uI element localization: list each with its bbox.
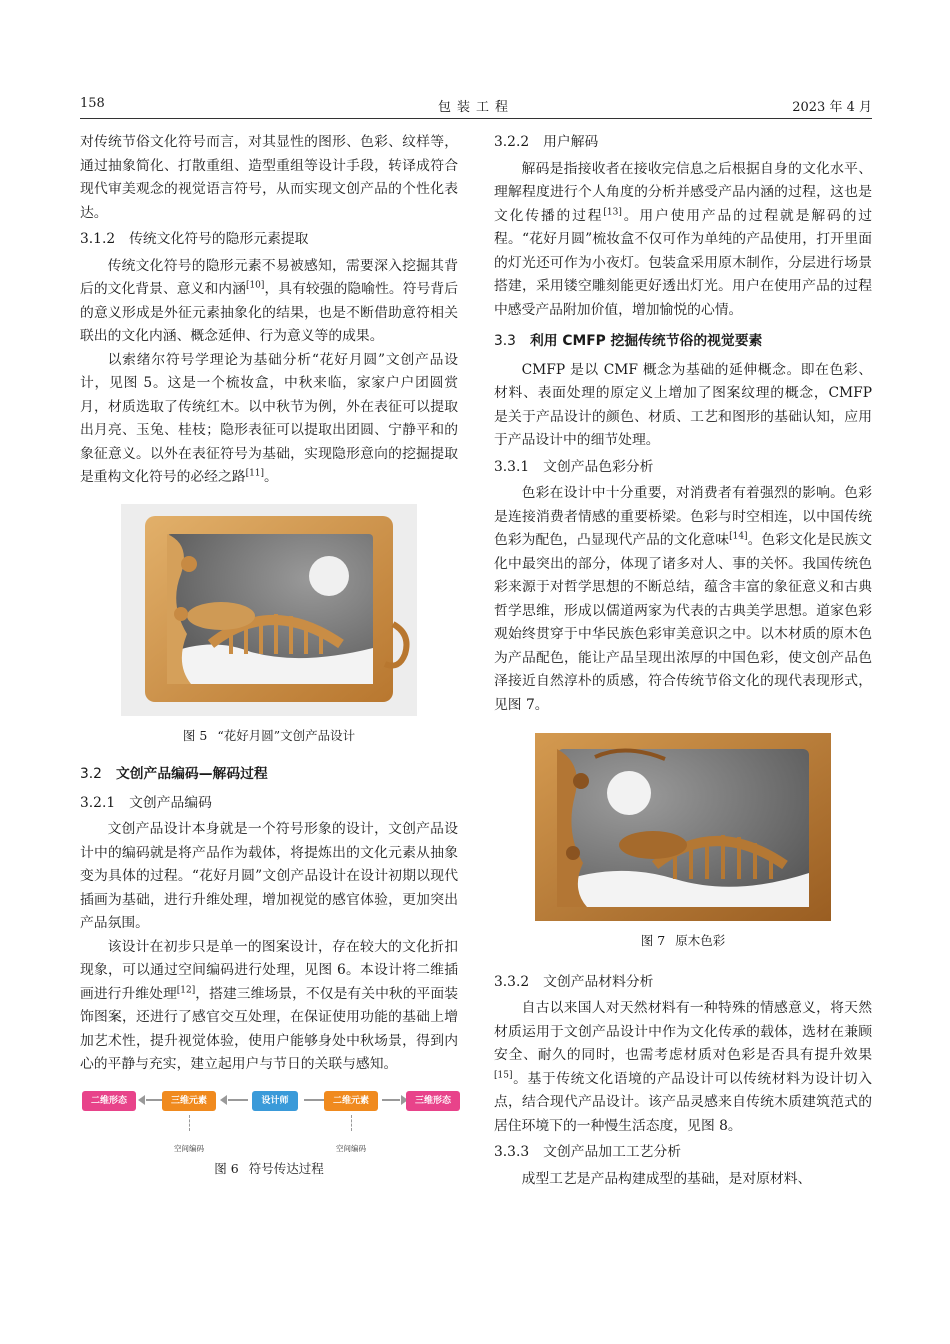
paragraph: 解码是指接收者在接收完信息之后根据自身的文化水平、理解程度进行个人角度的分析并感受产品内涵的过程，这也是文化传播的过程[13]。用户使用产品的过程就是解码的过程。“花好月圆”梳妆盒不仅可作为单纯的产品使用，打开里面的灯光还可作为小夜灯。包装盒采用原木制作，分层进行场景搭建，采用镂空雕刻能更好透出灯光。用户在使用产品的过程中感受产品附加价值，增加愉悦的心情。 [494,160,873,318]
section-heading-3-3-2: 3.3.2 文创产品材料分析 [494,973,654,990]
wooden-box-photo [121,504,417,716]
wooden-box-photo [535,733,831,921]
figure-7-caption: 图 7 原木色彩 [640,933,726,948]
section-heading-3-3: 3.3 利用 CMFP 挖掘传统节俗的视觉要素 [494,333,763,349]
citation[interactable]: [14] [729,531,748,542]
dashed-connector [189,1115,190,1131]
section-heading-3-3-3: 3.3.3 文创产品加工工艺分析 [494,1144,682,1160]
flow-box-3d-form: 三维形态 [406,1091,460,1111]
citation[interactable]: [12] [176,984,196,995]
citation[interactable]: [15] [494,1069,513,1080]
section-heading-3-2-2: 3.2.2 用户解码 [494,134,599,150]
section-heading-3-2: 3.2 文创产品编码—解码过程 [80,766,268,782]
journal-name: 包装工程 [437,100,514,115]
figure-6-caption: 图 6 符号传达过程 [214,1160,324,1176]
paragraph: CMFP 是以 CMF 概念为基础的延伸概念。即在色彩、材料、表面处理的原定义上增加了图案纹理的概念，CMFP 是关于产品设计的颜色、材质、工艺和图形的基础认知，应用于产品设计中的细节处理。 [494,361,872,448]
paragraph: 传统文化符号的隐形元素不易被感知，需要深入挖掘其背后的文化背景、意义和内涵[10]，具有较强的隐喻性。符号背后的意义形成是外征元素抽象化的结果，也是不断借助意符相关联出的文化内涵、概念延伸、行为意义等的成果。 [80,257,459,344]
arrow-left-icon [228,1099,248,1101]
paragraph: 自古以来国人对天然材料有一种特殊的情感意义，将天然材质运用于文创产品设计中作为文化传承的载体，选材在兼顾安全、耐久的同时，也需考虑材质对色彩是否具有提升效果[15]。基于传统文化语境的产品设计可以传统材料为设计切入点，结合现代产品设计。该产品灵感来自传统木质建筑范式的居住环境下的一种慢生活态度，见图 8。 [494,1000,872,1134]
left-column [80,131,458,1180]
citation[interactable]: [11] [245,468,265,479]
right-column [494,131,872,1191]
section-heading-3-1-2: 3.1.2 传统文化符号的隐形元素提取 [80,231,309,247]
issue-date: 2023 年 4 月 [792,100,872,115]
section-heading-3-2-1: 3.2.1 文创产品编码 [80,794,212,811]
citation[interactable]: [13] [603,206,622,217]
figure-7 [494,733,872,953]
paragraph: 以索绪尔符号学理论为基础分析“花好月圆”文创产品设计，见图 5。这是一个梳妆盒，中秋来临，家家户户团圆赏月，材质选取了传统红木。以中秋节为例，外在表征可以提取出月亮、玉兔、桂枝；隐形表征可以提取出团圆、宁静平和的象征意义。以外在表征符号为基础，实现隐形意向的挖掘提取是重构文化符号的必经之路[11]。 [80,351,458,485]
figure-6-flowchart [80,1091,458,1169]
paragraph: 对传统节俗文化符号而言，对其显性的图形、色彩、纹样等，通过抽象简化、打散重组、造型重组等设计手段，转译成符合现代审美观念的视觉语言符号，从而实现文创产品的个性化表达。 [80,134,458,221]
figure-5-caption: 图 5 “花好月圆”文创产品设计 [182,727,356,743]
figure-5 [80,504,458,748]
page-number: 158 [80,96,105,111]
flow-label-spatial-encoding: 空间编码 [336,1143,366,1153]
paragraph: 该设计在初步只是单一的图案设计，存在较大的文化折扣现象，可以通过空间编码进行处理，见图 6。本设计将二维插画进行升维处理[12]，搭建三维场景，不仅是有关中秋的平面装饰图案，还进行了感官交互处理，在保证使用功能的基础上增加艺术性，提升视觉体验，使用户能够身处中秋场景，得到内心的平静与充实，建立起用户与节日的关联与感知。 [80,938,459,1072]
citation[interactable]: [10] [245,280,265,291]
paragraph: 色彩在设计中十分重要，对消费者有着强烈的影响。色彩是连接消费者情感的重要桥梁。色彩与时空相连，以中国传统色彩为配色，凸显现代产品的文化意味[14]。色彩文化是民族文化中最突出的部分，体现了诸多对人、事的关怀。我国传统色彩来源于对哲学思想的不断总结，蕴含丰富的象征意义和古典哲学思维，形成以儒道两家为代表的古典美学思想。道家色彩观始终贯穿于中华民族色彩审美意识之中。以木材质的原木色为产品配色，能让产品呈现出浓厚的中国色彩，使文创产品色泽接近自然淳朴的质感，符合传统节俗文化的现代表现形式，见图 7。 [494,485,873,713]
page-header [80,92,872,118]
paragraph: 成型工艺是产品构建成型的基础，是对原材料、 [521,1170,812,1187]
flow-box-2d-element: 二维元素 [324,1091,378,1111]
flow-box-3d-element: 三维元素 [162,1091,216,1111]
flow-label-spatial-encoding: 空间编码 [174,1143,204,1153]
flow-box-2d-form: 二维形态 [82,1091,136,1111]
dashed-connector [351,1115,352,1131]
arrow-right-icon [304,1099,324,1101]
paragraph: 文创产品设计本身就是一个符号形象的设计，文创产品设计中的编码就是将产品作为载体，将提炼出的文化元素从抽象变为具体的过程。“花好月圆”文创产品设计在设计初期以现代插画为基础，进行升维处理，增加视觉的感官体验，更加突出产品氛围。 [80,821,458,931]
header-rule [80,118,872,119]
arrow-right-icon [382,1099,400,1101]
flow-box-designer: 设计师 [252,1091,298,1111]
section-heading-3-3-1: 3.3.1 文创产品色彩分析 [494,458,654,475]
